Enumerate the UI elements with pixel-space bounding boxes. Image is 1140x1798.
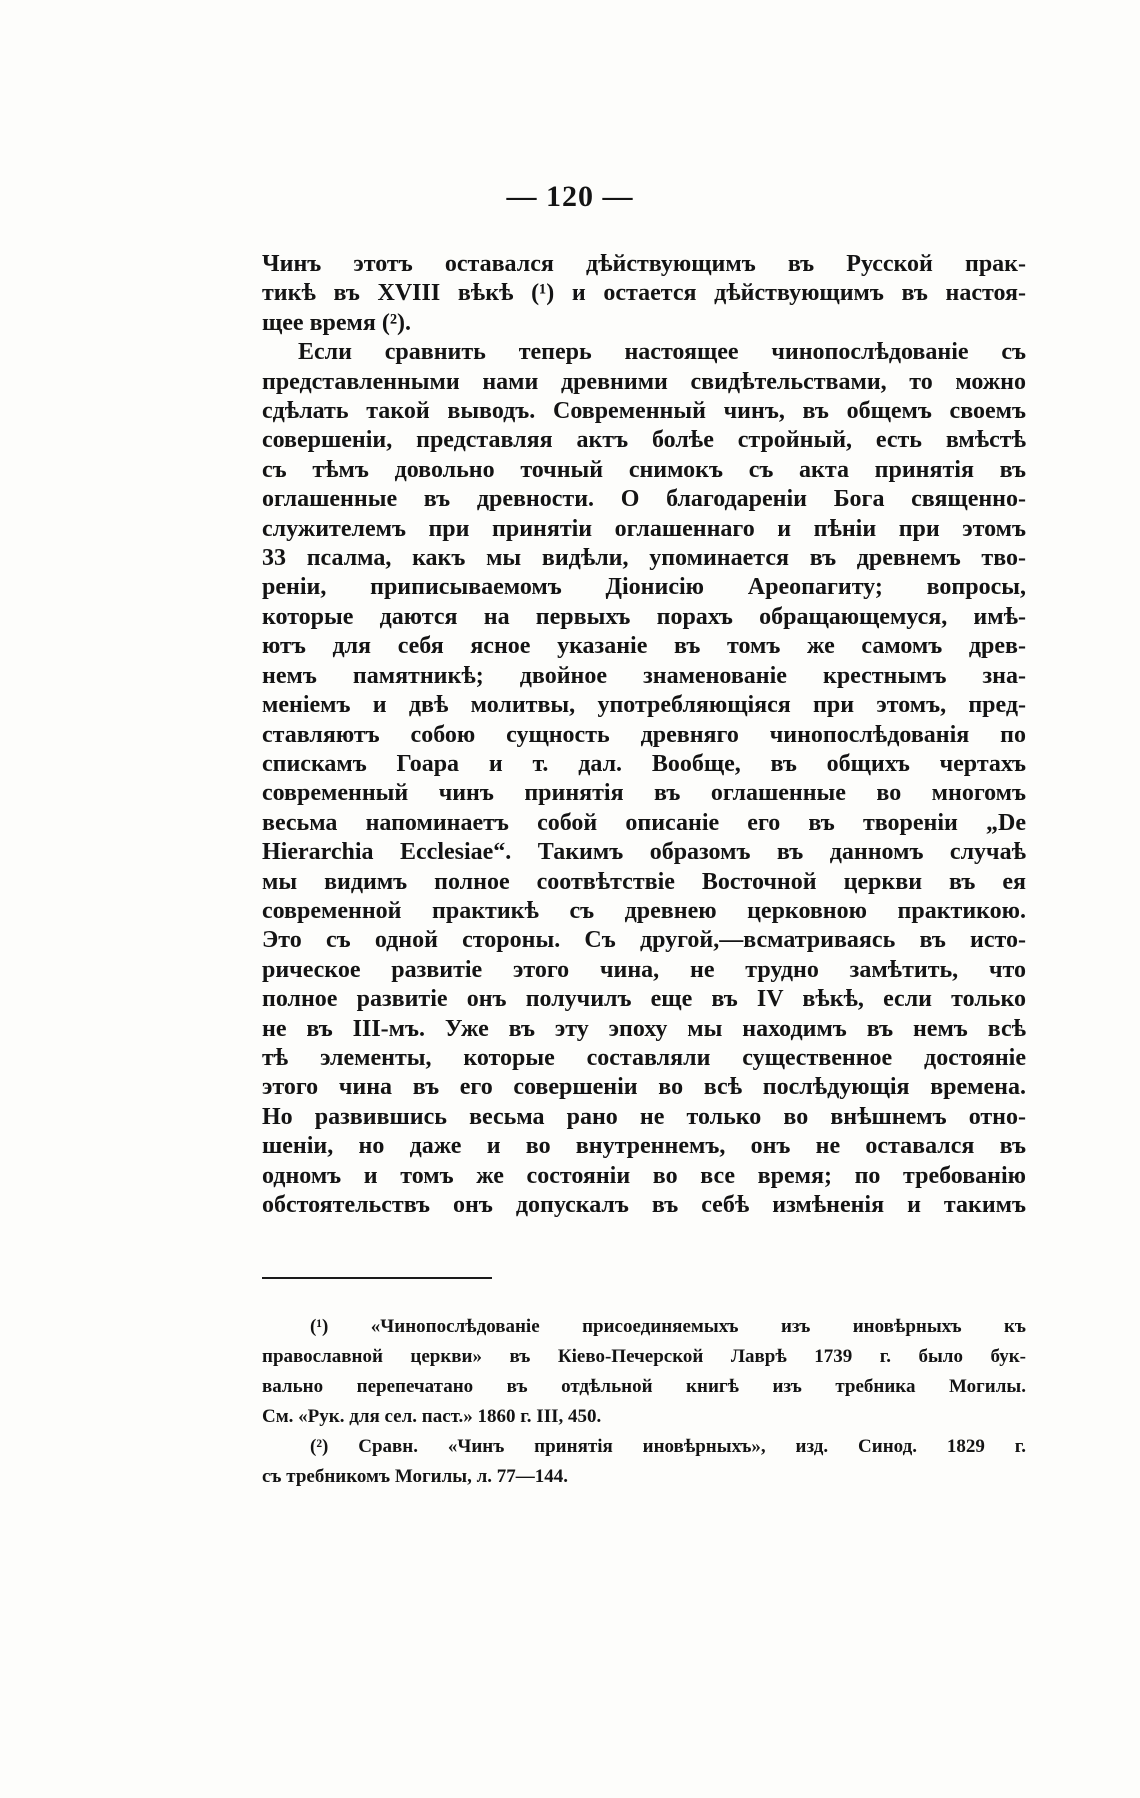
body-line: современной практикѣ съ древнею церковною практикою. [262,897,1026,924]
footnote-line: (²) Сравн. «Чинъ принятія иновѣрныхъ», изд. Синод. 1829 г. [310,1436,1026,1457]
body-line: обстоятельствъ онъ допускалъ въ себѣ измѣненія и такимъ [262,1192,1026,1218]
body-line: этого чина въ его совершеніи во всѣ послѣдующія времена. [262,1074,1026,1101]
body-line: оглашенные въ древности. О благодареніи Бога священно- [262,486,1026,513]
page-number: — 120 — [506,180,634,213]
footnote-line: вально перепечатано въ отдѣльной книгѣ изъ требника Могилы. [262,1376,1026,1397]
footnote-line: православной церкви» въ Кіево-Печерской Лаврѣ 1739 г. было бук- [262,1346,1026,1367]
body-line: представленными нами древними свидѣтельствами, то можно [262,368,1026,395]
body-line: сдѣлать такой выводъ. Современный чинъ, въ общемъ своемъ [262,398,1026,425]
body-line: не въ III-мъ. Уже въ эту эпоху мы находимъ въ немъ всѣ [262,1015,1026,1042]
footnote-divider [262,1277,492,1279]
footnote-line: съ требникомъ Могилы, л. 77—144. [262,1466,568,1487]
body-line: реніи, приписываемомъ Діонисію Ареопагиту; вопросы, [262,574,1026,601]
body-line: полное развитіе онъ получилъ еще въ IV вѣкѣ, если только [262,986,1026,1013]
footnotes [262,1312,1026,1492]
body-line: весьма напоминаетъ собой описаніе его въ твореніи „De [262,809,1026,836]
body-line: Hierarchia Ecclesiae“. Такимъ образомъ въ данномъ случаѣ [262,839,1026,866]
footnote-line: (¹) «Чинопослѣдованіе присоединяемыхъ изъ иновѣрныхъ къ [310,1316,1026,1337]
footnote-line: См. «Рук. для сел. паст.» 1860 г. III, 450. [262,1406,602,1427]
body-line: Чинъ этотъ оставался дѣйствующимъ въ Русской прак- [262,251,1026,277]
body-line: Это съ одной стороны. Съ другой,—всматриваясь въ исто- [262,927,1026,954]
body-text [262,250,1026,1220]
body-line: служителемъ при принятіи оглашеннаго и пѣніи при этомъ [262,515,1026,542]
body-line: тѣ элементы, которые составляли существенное достояніе [262,1044,1026,1071]
body-line: рическое развитіе этого чина, не трудно замѣтить, что [262,956,1026,983]
body-line: Но развившись весьма рано не только во внѣшнемъ отно- [262,1103,1026,1130]
body-line: которые даются на первыхъ порахъ обращающемуся, имѣ- [262,603,1026,630]
body-line: ставляютъ собою сущность древняго чинопослѣдованія по [262,721,1026,748]
body-line: шеніи, но даже и во внутреннемъ, онъ не оставался въ [262,1133,1026,1160]
body-line: немъ памятникѣ; двойное знаменованіе крестнымъ зна- [262,662,1026,689]
body-line: совершеніи, представляя актъ болѣе стройный, есть вмѣстѣ [262,427,1026,454]
body-line: мы видимъ полное соотвѣтствіе Восточной церкви въ ея [262,868,1026,895]
body-line: одномъ и томъ же состояніи во все время; по требованію [262,1162,1026,1189]
body-line: меніемъ и двѣ молитвы, употребляющіяся при этомъ, пред- [262,692,1026,719]
body-line: 33 псалма, какъ мы видѣли, упоминается въ древнемъ тво- [262,545,1026,572]
body-line: ютъ для себя ясное указаніе въ томъ же самомъ древ- [262,633,1026,660]
body-line: современный чинъ принятія въ оглашенные во многомъ [262,780,1026,807]
body-line: Если сравнить теперь настоящее чинопослѣдованіе съ [298,339,1026,366]
body-line: съ тѣмъ довольно точный снимокъ съ акта принятія въ [262,456,1026,483]
body-line: спискамъ Гоара и т. дал. Вообще, въ общихъ чертахъ [262,750,1026,777]
body-line: тикѣ въ XVIII вѣкѣ (¹) и остается дѣйствующимъ въ настоя- [262,280,1026,307]
body-line: щее время (²). [262,309,412,336]
